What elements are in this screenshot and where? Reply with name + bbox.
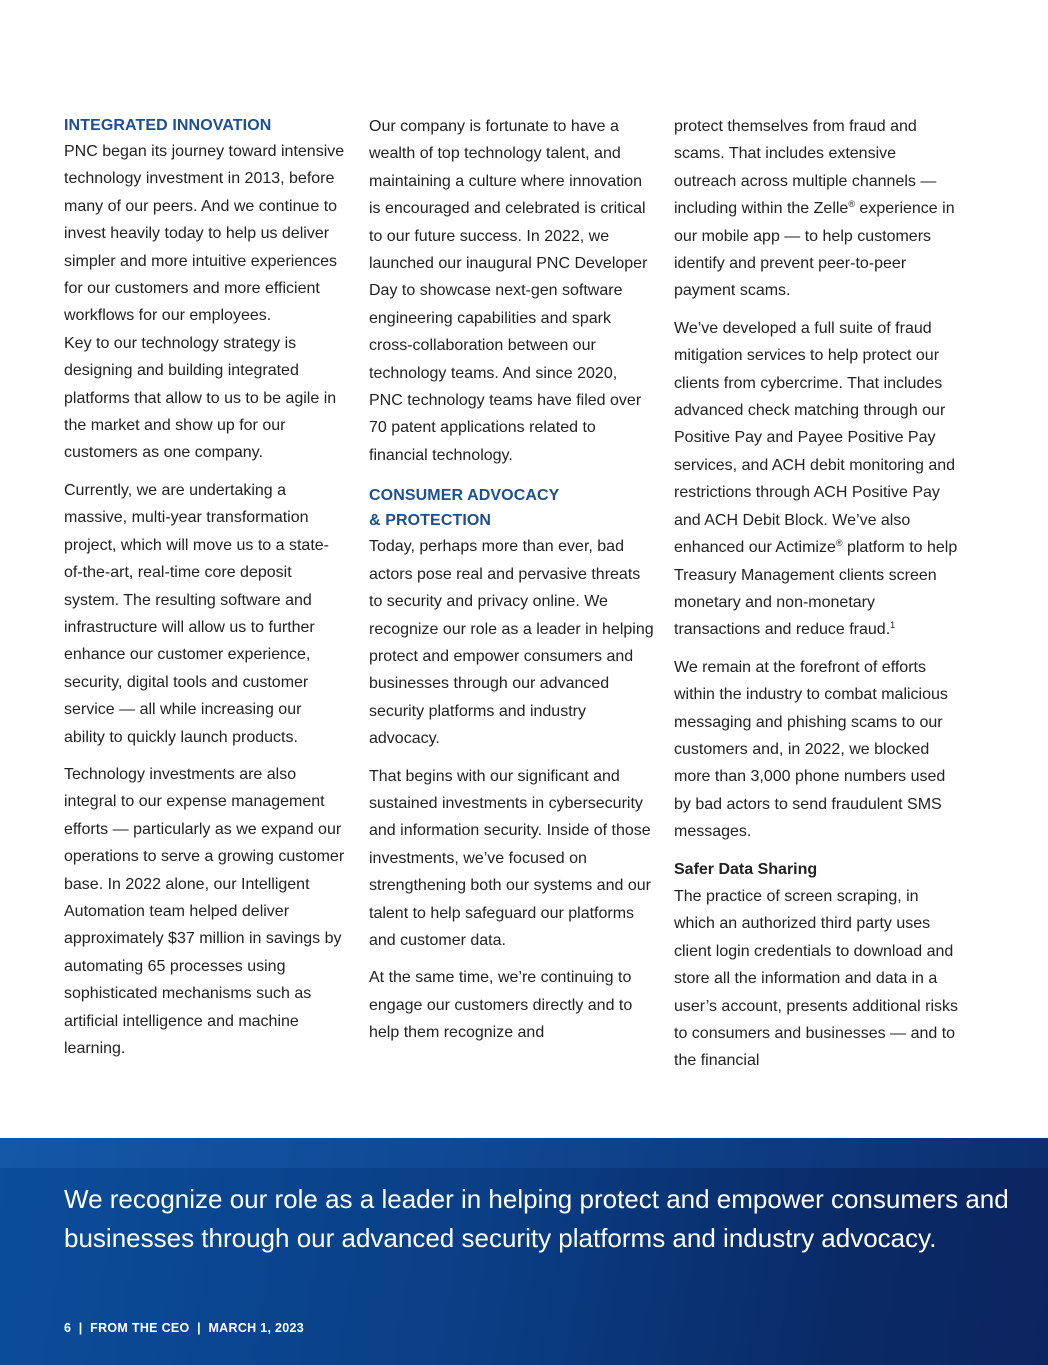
paragraph: We remain at the forefront of efforts within the industry to combat malicious messaging and phishing scams to our customers and, in 2022, we blocked more than 3,000 phone numbers used by bad actors to send fraudulent SMS messages. xyxy=(674,658,948,841)
paragraph: Currently, we are undertaking a massive, multi-year transformation project, which will move us to a state-of-the-art, real-time core deposit system. The resulting software and infrastructure will allow us to further enhance our customer experience, security, digital tools and customer service — all while increasing our ability to quickly launch products. xyxy=(64,481,329,746)
paragraph: That begins with our significant and sustained investments in cybersecurity and information security. Inside of those investments, we’ve focused on strengthening both our systems and our talent to help safeguard our platforms and customer data. xyxy=(369,767,651,949)
paragraph: Today, perhaps more than ever, bad actors pose real and pervasive threats to security and privacy online. We recognize our role as a leader in helping protect and empower consumers and businesses through our advanced security platforms and industry advocacy. xyxy=(369,538,654,748)
paragraph: The practice of screen scraping, in which an authorized third party uses client login credentials to download and store all the information and data in a user’s account, presents additional risks to consumers and businesses — and to the financial xyxy=(674,887,958,1070)
registered-mark: ® xyxy=(835,538,843,549)
footnote-marker: 1 xyxy=(890,620,896,631)
text-span: platform to help Treasury Management clients screen monetary and non-monetary transactions and reduce fraud. xyxy=(674,539,958,639)
pull-quote: We recognize our role as a leader in helping protect and empower consumers and businesses through our advanced security platforms and industry advocacy. xyxy=(64,1184,1009,1253)
section-heading-line: & PROTECTION xyxy=(369,512,492,530)
text-span: We’ve developed a full suite of fraud mitigation services to help protect our clients from cybercrime. That includes advanced check matching through our Positive Pay and Payee Positive Pay services, and ACH debit monitoring and restrictions through ACH Positive Pay and ACH Debit Block. We’ve also enhanced our Actimize xyxy=(674,319,956,557)
column-3 xyxy=(674,113,959,1085)
banner-stripe xyxy=(0,1138,1048,1168)
section-heading-consumer-advocacy xyxy=(369,483,654,533)
paragraph: Our company is fortunate to have a wealth of top technology talent, and maintaining a culture where innovation is encouraged and celebrated is critical to our future success. In 2022, we launched our inaugural PNC Developer Day to showcase next-gen software engineering capabilities and spark cross-collaboration between our technology teams. And since 2020, PNC technology teams have filed over 70 patent applications related to financial technology. xyxy=(369,118,648,464)
paragraph: Key to our technology strategy is designing and building integrated platforms that allow to us to be agile in the market and show up for our customers as one company. xyxy=(64,334,337,462)
column-1 xyxy=(64,113,346,1072)
paragraph: Technology investments are also integral to our expense management efforts — particularly as we expand our operations to serve a growing customer base. In 2022 alone, our Intelligent Automation team helped deliver approximately $37 million in savings by automating 65 processes using sophisticated mechanisms such as artificial intelligence and machine learning. xyxy=(64,765,345,1057)
section-heading-integrated-innovation: INTEGRATED INNOVATION xyxy=(64,117,272,134)
paragraph: PNC began its journey toward intensive technology investment in 2013, before many of our peers. And we continue to invest heavily today to help us deliver simpler and more intuitive experiences for our customers and more efficient workflows for our employees. xyxy=(64,143,345,325)
section-heading-line: CONSUMER ADVOCACY xyxy=(369,487,560,505)
registered-mark: ® xyxy=(848,199,855,210)
paragraph xyxy=(674,315,959,644)
column-2 xyxy=(369,113,654,1057)
text-span: protect themselves from fraud and scams. That includes extensive outreach across multiple channels — including within the Zelle xyxy=(674,118,937,218)
paragraph xyxy=(674,113,959,305)
subheading-safer-data-sharing: Safer Data Sharing xyxy=(674,860,818,878)
page-footer: 6 | FROM THE CEO | MARCH 1, 2023 xyxy=(64,1321,305,1335)
paragraph: At the same time, we’re continuing to engage our customers directly and to help them recognize and xyxy=(369,969,633,1042)
text-span: experience in our mobile app — to help customers identify and prevent peer-to-peer payment scams. xyxy=(674,200,955,300)
